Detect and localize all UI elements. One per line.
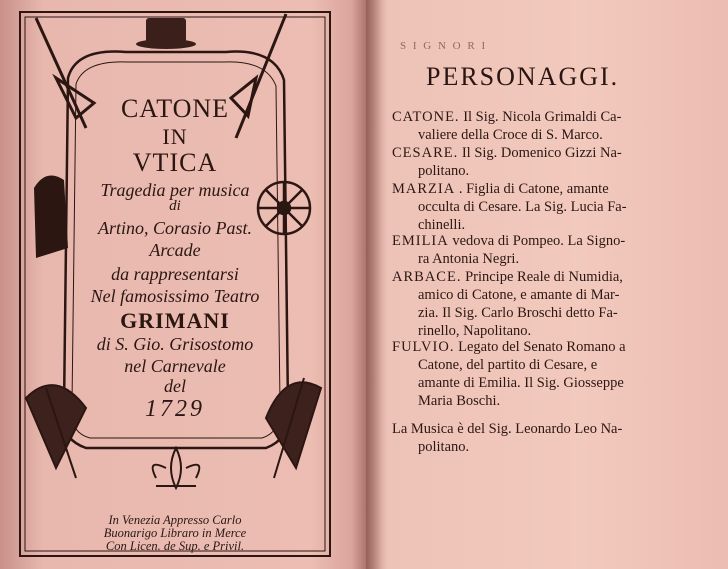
- character-name: MARZIA: [392, 181, 456, 197]
- hat-icon: [136, 18, 196, 49]
- imprint-line-1: In Venezia Appresso Carlo: [108, 513, 242, 527]
- entry-text: Il Sig. Nicola Grimaldi Ca-: [463, 109, 622, 125]
- music-credit: [392, 420, 622, 456]
- character-name: CESARE.: [392, 145, 459, 161]
- entry-text: Catone, del partito di Cesare, e: [418, 357, 598, 373]
- entry-text: Principe Reale di Numidia,: [465, 269, 623, 285]
- engraved-frontispiece: [16, 8, 334, 560]
- title-line-3: VTICA: [132, 148, 218, 177]
- season-line: nel Carnevale: [124, 356, 226, 376]
- character-entry-emilia: [392, 232, 625, 268]
- subtitle-line-2: di: [169, 198, 181, 214]
- header-smudge: S I G N O R I: [400, 40, 488, 52]
- entry-text: Maria Boschi.: [418, 393, 501, 409]
- entry-text: Legato del Senato Romano a: [458, 339, 626, 355]
- entry-text: chinelli.: [418, 217, 466, 233]
- entry-text: amante di Emilia. Il Sig. Giosseppe: [418, 375, 624, 391]
- music-credit-line-2: politano.: [418, 439, 470, 455]
- character-name: ARBACE.: [392, 269, 462, 285]
- character-entry-catone: [392, 108, 621, 144]
- author-line-2: Arcade: [149, 240, 201, 260]
- character-entry-cesare: [392, 144, 622, 180]
- character-name: CATONE.: [392, 109, 460, 125]
- theatre-name: GRIMANI: [120, 308, 230, 333]
- imprint-line-3: Con Licen. de Sup. e Privil.: [105, 539, 245, 553]
- entry-text: zia. Il Sig. Carlo Broschi detto Fa-: [418, 305, 618, 321]
- music-credit-line-1: La Musica è del Sig. Leonardo Leo Na-: [392, 421, 623, 437]
- entry-text: ra Antonia Negri.: [418, 251, 520, 267]
- entry-text: Il Sig. Domenico Gizzi Na-: [461, 145, 622, 161]
- performance-line-2: Nel famosissimo Teatro: [90, 286, 260, 306]
- entry-text: amico di Catone, e amante di Mar-: [418, 287, 620, 303]
- entry-text: . Figlia di Catone, amante: [458, 181, 609, 197]
- page-title: PERSONAGGI.: [426, 62, 620, 91]
- book-gutter: [352, 0, 382, 569]
- character-entry-fulvio: [392, 338, 626, 410]
- fleur-de-lis-icon: [153, 448, 200, 488]
- year: 1729: [145, 396, 205, 422]
- character-name: FULVIO.: [392, 339, 455, 355]
- del-line: del: [164, 376, 186, 396]
- entry-text: occulta di Cesare. La Sig. Lucia Fa-: [418, 199, 627, 215]
- subtitle-line-1: Tragedia per musica: [100, 180, 250, 200]
- entry-text: politano.: [418, 163, 470, 179]
- character-entry-marzia: [392, 180, 627, 234]
- title-line-2: IN: [162, 124, 188, 149]
- entry-text: valiere della Croce di S. Marco.: [418, 127, 603, 143]
- title-line-1: CATONE: [120, 94, 230, 123]
- character-name: EMILIA: [392, 233, 449, 249]
- entry-text: vedova di Pompeo. La Signo-: [452, 233, 626, 249]
- theatre-parish: di S. Gio. Grisostomo: [96, 334, 254, 354]
- performance-line-1: da rappresentarsi: [111, 264, 239, 284]
- entry-text: rinello, Napolitano.: [418, 323, 532, 339]
- author-line-1: Artino, Corasio Past.: [97, 218, 253, 238]
- imprint-line-2: Buonarigo Libraro in Merce: [103, 526, 247, 540]
- character-entry-arbace: [392, 268, 623, 340]
